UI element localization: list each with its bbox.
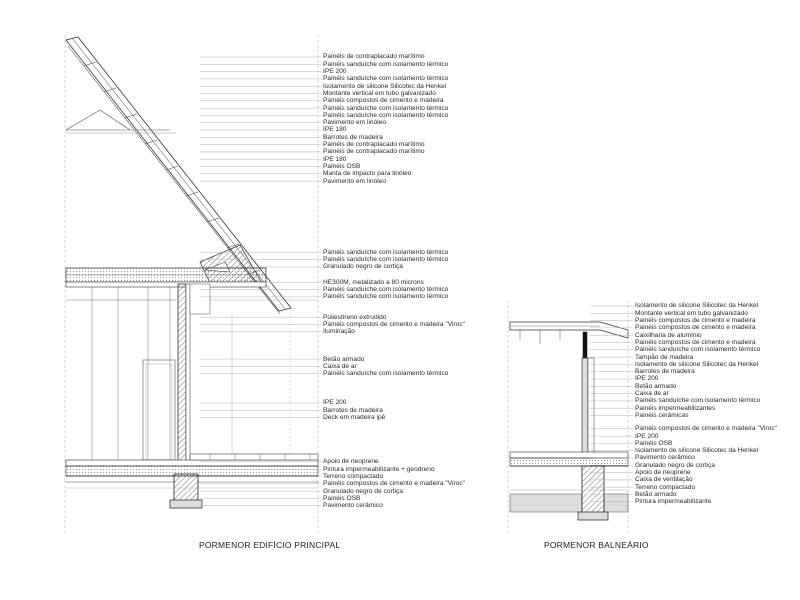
- main-label: Terreno compactado: [323, 472, 384, 480]
- bath-label: Painéis compostos de cimento e madeira: [635, 317, 756, 324]
- bath-label: IPE 200: [635, 375, 659, 383]
- bath-label: Tampão de madeira: [635, 353, 694, 361]
- main-label: Painéis compostos de cimento e madeira "Viroc": [323, 480, 465, 488]
- main-label: Painéis de contraplacado marítimo: [323, 148, 425, 156]
- main-label: Painéis sanduíche com isolamento térmico: [323, 256, 449, 264]
- bath-label: Painéis cerâmicas: [635, 411, 689, 419]
- bath-label: Painéis compostos de cimento e madeira: [635, 324, 756, 332]
- main-label: Granulado negro de cortiça: [323, 487, 403, 495]
- main-label: Deck em madeira ipê: [323, 414, 386, 421]
- leader-lines-bath: [590, 306, 633, 502]
- main-label: IPE 200: [323, 68, 347, 75]
- bath-label: Painéis impermeabilizantes: [635, 404, 716, 412]
- main-label: Iluminação: [323, 328, 355, 336]
- main-label: Painéis sanduíche com isolamento térmico: [323, 75, 449, 83]
- main-label: Painéis sanduíche com isolamento térmico: [323, 370, 449, 378]
- main-label: Poliestireno extrudido: [323, 313, 387, 321]
- bath-label: Apoio de neoprene: [635, 469, 691, 476]
- main-detail-title: PORMENOR EDIFÍCIO PRINCIPAL: [199, 540, 341, 550]
- main-label: Painéis sanduíche com isolamento térmico: [323, 286, 449, 293]
- bath-label: Painéis compostos de cimento e madeira "Viroc": [635, 425, 777, 433]
- main-label: Pintura impermeabilizante + geodreno: [323, 465, 435, 473]
- main-label: Barrotes de madeira: [323, 133, 383, 141]
- main-label: Granulado negro de cortiça: [323, 263, 403, 271]
- main-label: Apoio de neoprene: [323, 458, 379, 466]
- main-label: Pavimento em linóleo: [323, 177, 387, 185]
- bath-label: Isolamento de silicone Silicotec da Henkel: [635, 302, 759, 310]
- main-label: Betão armado: [323, 355, 365, 363]
- bath-label: Betão armado: [635, 382, 677, 390]
- main-label: Painéis compostos de cimento e madeira: [323, 97, 444, 105]
- main-label: Isolamento de silicone Silicotec da Henkel: [323, 82, 447, 90]
- main-label: Painéis de contraplacado marítimo: [323, 53, 425, 61]
- main-label: Painéis sanduíche com isolamento térmico: [323, 293, 449, 301]
- bath-label: Painéis OSB: [635, 439, 673, 447]
- main-label: HE300M, metalizado a 80 microns: [323, 278, 424, 286]
- bath-label: Caixa de ventilação: [635, 476, 693, 484]
- main-label: Painéis sanduíche com isolamento térmico: [323, 111, 449, 119]
- bath-label: Isolamento de silicone Silicotec da Henkel: [635, 447, 759, 455]
- bath-label: Terreno compactado: [635, 483, 696, 491]
- bath-label: Caixilharia de alumínio: [635, 331, 702, 339]
- main-label: Painéis OSB: [323, 162, 361, 170]
- bath-label: Montante vertical em tubo galvanizado: [635, 309, 748, 317]
- main-label: Painéis OSB: [323, 494, 361, 502]
- bath-label: Caixa de ar: [635, 390, 669, 397]
- bath-label: Pintura impermeabilizante: [635, 498, 712, 506]
- main-label: Painéis sanduíche com isolamento térmico: [323, 60, 449, 68]
- bath-label: IPE 200: [635, 432, 659, 440]
- bath-label: Betão armado: [635, 490, 677, 498]
- main-label: Painéis sanduíche com isolamento térmico: [323, 248, 449, 256]
- main-label: Barrotes de madeira: [323, 406, 383, 414]
- bath-label: Painéis sanduíche com isolamento térmico: [635, 346, 761, 354]
- main-label: IPE 180: [323, 126, 347, 134]
- bath-detail-title: PORMENOR BALNEÁRIO: [544, 540, 649, 550]
- main-section: [65, 35, 318, 535]
- main-label: IPE 180: [323, 155, 347, 163]
- main-label: Caixa de ar: [323, 362, 357, 370]
- main-label: Montante vertical em tubo galvanizado: [323, 89, 436, 97]
- main-label: Pavimento em linóleo: [323, 119, 387, 127]
- bath-label: Painéis compostos de cimento e madeira: [635, 338, 756, 346]
- main-label: Painéis sanduíche com isolamento térmico: [323, 104, 449, 112]
- bath-label: Barrotes de madeira: [635, 368, 695, 376]
- main-label: Manta de impacto para linóleo: [323, 170, 412, 178]
- bath-label: Isolamento de silicone Silicotec da Henkel: [635, 360, 759, 368]
- bath-label: Painéis sanduíche com isolamento térmico: [635, 397, 761, 405]
- bath-label: Pavimento cerâmico: [635, 454, 695, 462]
- bath-label: Granulado negro de cortiça: [635, 461, 715, 469]
- main-label: Pavimento cerâmico: [323, 502, 383, 510]
- main-label: IPE 200: [323, 399, 347, 407]
- main-label: Painéis compostos de cimento e madeira "Viroc": [323, 320, 465, 328]
- main-label: Painéis de contraplacado marítimo: [323, 141, 425, 148]
